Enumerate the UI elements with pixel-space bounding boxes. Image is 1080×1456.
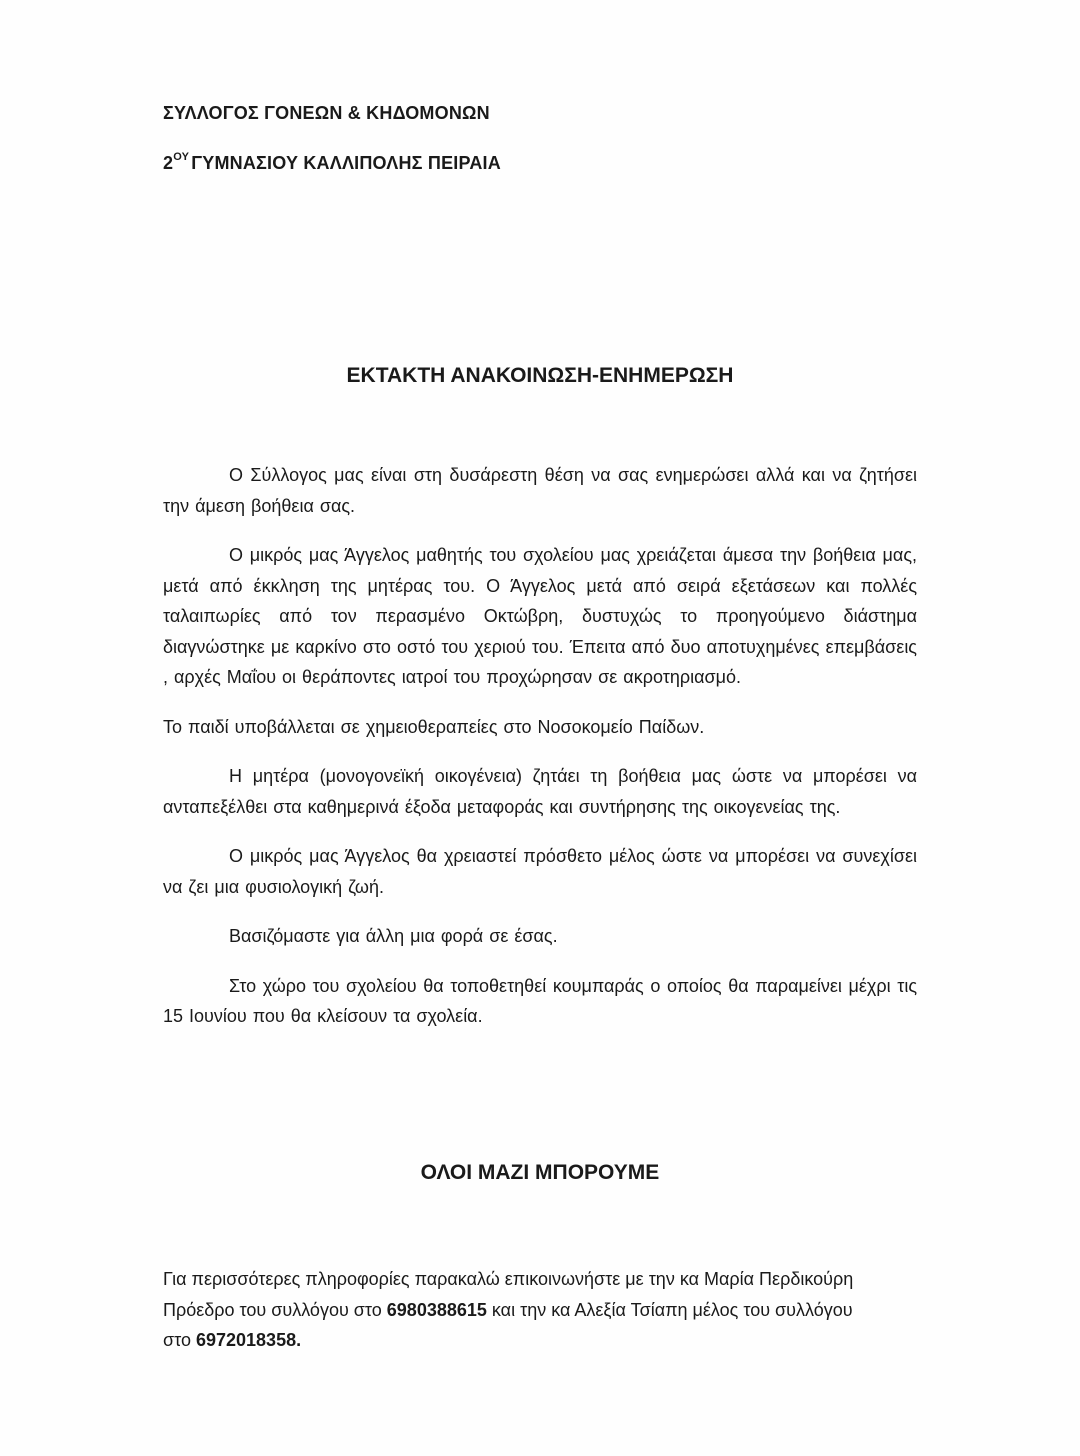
organization-name-text: ΣΥΛΛΟΓΟΣ ΓΟΝΕΩΝ & ΚΗΔΟΜΟΝΩΝ	[163, 103, 490, 123]
paragraph-rely: Βασιζόμαστε για άλλη μια φορά σε έσας.	[229, 926, 558, 946]
paragraph-situation: Ο μικρός μας Άγγελος μαθητής του σχολείου μας χρειάζεται άμεσα την βοήθεια μας, μετά από έκκληση της μητέρας του. Ο Άγγελος μετά από σειρά εξετάσεων και πολλές ταλαιπωρίες από τον περασμένο Οκτώβρη, δυστυχώς το προηγούμενο διάστημα διαγνώστηκε με καρκίνο στο οστό του χεριού του. Έπειτα από δυο αποτυχημένες επεμβάσεις , αρχές Μαΐου οι θεράποντες ιατροί του προχώρησαν σε ακροτηριασμό.	[163, 545, 917, 687]
school-number-suffix: ΟΥ	[173, 151, 190, 163]
paragraph-intro: Ο Σύλλογος μας είναι στη δυσάρεστη θέση να σας ενημερώσει αλλά και να ζητήσει την άμεση βοήθεια σας.	[163, 465, 917, 516]
paragraph-treatment: Το παιδί υποβάλλεται σε χημειοθεραπείες στο Νοσοκομείο Παίδων.	[163, 716, 705, 737]
contact-info	[163, 1264, 883, 1356]
school-number: 2	[163, 153, 174, 173]
school-name	[163, 151, 501, 174]
paragraph-prosthesis: Ο μικρός μας Άγγελος θα χρειαστεί πρόσθετο μέλος ώστε να μπορέσει να συνεχίσει να ζει μια φυσιολογική ζωή.	[163, 846, 917, 897]
school-name-text: ΓΥΜΝΑΣΙΟΥ ΚΑΛΛΙΠΟΛΗΣ ΠΕΙΡΑΙΑ	[191, 153, 501, 173]
slogan: ΟΛΟΙ ΜΑΖΙ ΜΠΟΡΟΥΜΕ	[420, 1161, 660, 1184]
paragraph-mother-request: Η μητέρα (μονογονεϊκή οικογένεια) ζητάει τη βοήθεια μας ώστε να μπορέσει να ανταπεξέλθει στα καθημερινά έξοδα μεταφοράς και συντήρησης της οικογενείας της.	[163, 766, 917, 817]
phone-number-president: 6980388615	[386, 1299, 487, 1320]
announcement-body	[163, 460, 917, 1051]
phone-number-member: 6972018358.	[195, 1330, 302, 1350]
announcement-title: ΕΚΤΑΚΤΗ ΑΝΑΚΟΙΝΩΣΗ-ΕΝΗΜΕΡΩΣΗ	[346, 364, 734, 387]
paragraph-moneybox: Στο χώρο του σχολείου θα τοποθετηθεί κουμπαράς ο οποίος θα παραμείνει μέχρι τις 15 Ιουνίου που θα κλείσουν τα σχολεία.	[163, 975, 917, 1026]
contact-text-2: και την κα Αλεξία Τσίαπη μέλος του συλλόγου στο	[163, 1299, 853, 1350]
organization-name	[163, 103, 490, 124]
contact-text-1: Για περισσότερες πληροφορίες παρακαλώ επικοινωνήστε με την κα Μαρία Περδικούρη Πρόεδρο του συλλόγου στο	[163, 1269, 854, 1320]
